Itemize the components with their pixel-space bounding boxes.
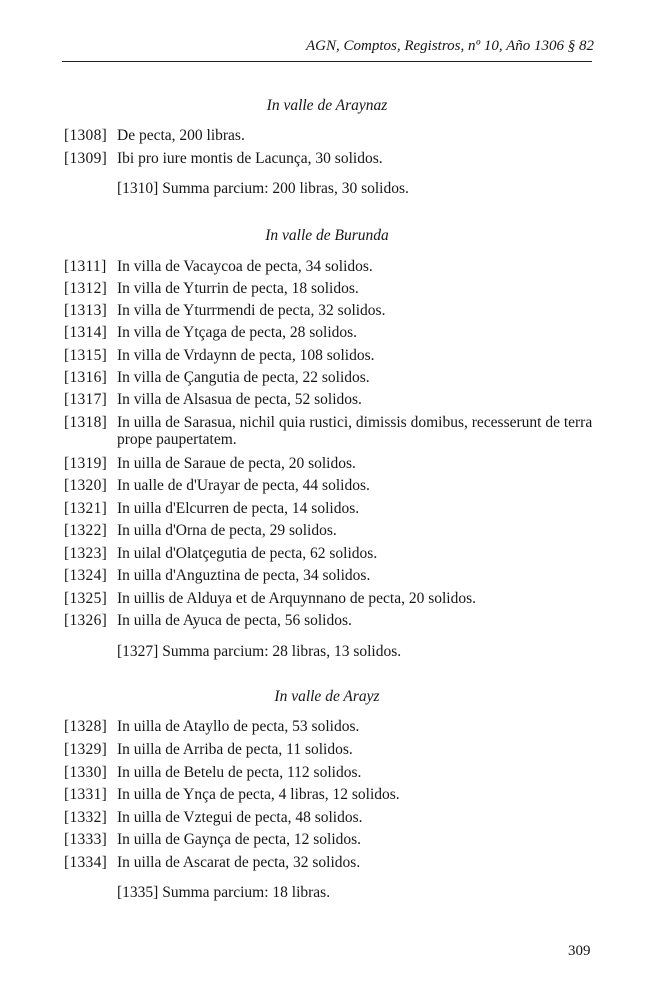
entry-text: In uilla de Gaynça de pecta, 12 solidos. [117, 831, 362, 848]
summa-number: [1327] [117, 643, 159, 660]
entry [64, 391, 596, 408]
summa-line [117, 180, 409, 197]
summa-line [117, 884, 330, 901]
entry-number: [1332] [64, 809, 108, 826]
entry [64, 369, 596, 386]
entry-number: [1328] [64, 718, 108, 735]
entry-number: [1324] [64, 567, 108, 584]
entry [64, 545, 596, 562]
entry-text: In uilla de Arriba de pecta, 11 solidos. [117, 741, 353, 758]
entry-text: In uilla de Saraue de pecta, 20 solidos. [117, 455, 356, 472]
entry-number: [1323] [64, 545, 108, 562]
entry-text: In ualle de d'Urayar de pecta, 44 solidos. [117, 477, 370, 494]
entry-number: [1314] [64, 324, 108, 341]
entry [64, 786, 596, 803]
entry [64, 590, 596, 607]
entry [64, 150, 596, 167]
entry-text: In uilla de Betelu de pecta, 112 solidos. [117, 764, 362, 781]
entry-text: In uilla d'Elcurren de pecta, 14 solidos. [117, 500, 360, 517]
entry [64, 854, 596, 871]
entry-number: [1329] [64, 741, 108, 758]
entry-text: In uilla de Atayllo de pecta, 53 solidos. [117, 718, 360, 735]
entry-number: [1319] [64, 455, 108, 472]
summa-line [117, 643, 401, 660]
entry-text: In villa de Alsasua de pecta, 52 solidos. [117, 391, 362, 408]
entry-number: [1317] [64, 391, 108, 408]
entry-text: In villa de Vrdaynn de pecta, 108 solidos. [117, 347, 375, 364]
entry [64, 718, 596, 735]
entry-text: Ibi pro iure montis de Lacunça, 30 solidos. [117, 150, 383, 167]
entry [64, 809, 596, 826]
entry-number: [1316] [64, 369, 108, 386]
section-title: In valle de Araynaz [266, 97, 388, 114]
entry-number: [1333] [64, 831, 108, 848]
entry-number: [1320] [64, 477, 108, 494]
entry-text: In uilal d'Olatçegutia de pecta, 62 solidos. [117, 545, 378, 562]
entry-number: [1326] [64, 612, 108, 629]
section-title: In valle de Burunda [265, 227, 389, 244]
entry-text: In villa de Çangutia de pecta, 22 solidos. [117, 369, 370, 386]
entry-number: [1325] [64, 590, 108, 607]
entry-number: [1312] [64, 280, 108, 297]
summa-number: [1310] [117, 180, 159, 197]
entry-number: [1313] [64, 302, 108, 319]
entry [64, 280, 596, 297]
entry-number: [1318] [64, 414, 108, 431]
entry-number: [1321] [64, 500, 108, 517]
entry-text: In villa de Yturrmendi de pecta, 32 solidos. [117, 302, 386, 319]
entry-number: [1309] [64, 150, 108, 167]
entry-text: In villa de Ytçaga de pecta, 28 solidos. [117, 324, 358, 341]
entry [64, 764, 596, 781]
entry-text: In villa de Yturrin de pecta, 18 solidos. [117, 280, 359, 297]
running-header: AGN, Comptos, Registros, nº 10, Año 1306 § 82 [306, 38, 594, 54]
entry [64, 741, 596, 758]
entry [64, 302, 596, 319]
entry [64, 127, 596, 144]
summa-number: [1335] [117, 884, 159, 901]
entry-text: In uilla de Vztegui de pecta, 48 solidos. [117, 809, 363, 826]
entry-number: [1308] [64, 127, 108, 144]
entry [64, 455, 596, 472]
entry-number: [1315] [64, 347, 108, 364]
entry [64, 831, 596, 848]
entry-number: [1330] [64, 764, 108, 781]
entry-number: [1311] [64, 258, 107, 275]
entry [64, 612, 596, 629]
entry-text: In uilla de Ayuca de pecta, 56 solidos. [117, 612, 352, 629]
entry-text: De pecta, 200 libras. [117, 127, 245, 144]
summa-text: Summa parcium: 200 libras, 30 solidos. [162, 180, 409, 197]
entry-number: [1334] [64, 854, 108, 871]
entry [64, 522, 596, 539]
entry [64, 347, 596, 364]
page-number: 309 [568, 943, 591, 959]
entry-number: [1331] [64, 786, 108, 803]
section-title: In valle de Arayz [274, 688, 380, 705]
summa-text: Summa parcium: 18 libras. [162, 884, 331, 901]
entry [64, 258, 596, 275]
entry [64, 414, 596, 448]
entry-text: In uilla d'Orna de pecta, 29 solidos. [117, 522, 337, 539]
entry-text: In villa de Vacaycoa de pecta, 34 solidos. [117, 258, 373, 275]
entry [64, 324, 596, 341]
entry [64, 477, 596, 494]
entry-text: In uilla de Ascarat de pecta, 32 solidos. [117, 854, 361, 871]
header-rule [62, 61, 592, 62]
entry [64, 567, 596, 584]
entry-number: [1322] [64, 522, 108, 539]
entry-text: In uillis de Alduya et de Arquynnano de pecta, 20 solidos. [117, 590, 477, 607]
summa-text: Summa parcium: 28 libras, 13 solidos. [162, 643, 402, 660]
entry-text: In uilla d'Anguztina de pecta, 34 solidos. [117, 567, 371, 584]
entry [64, 500, 596, 517]
entry-text: In uilla de Sarasua, nichil quia rustici, dimissis domibus, recesserunt de terra prope paupertatem. [117, 414, 593, 448]
entry-text: In uilla de Ynça de pecta, 4 libras, 12 solidos. [117, 786, 400, 803]
